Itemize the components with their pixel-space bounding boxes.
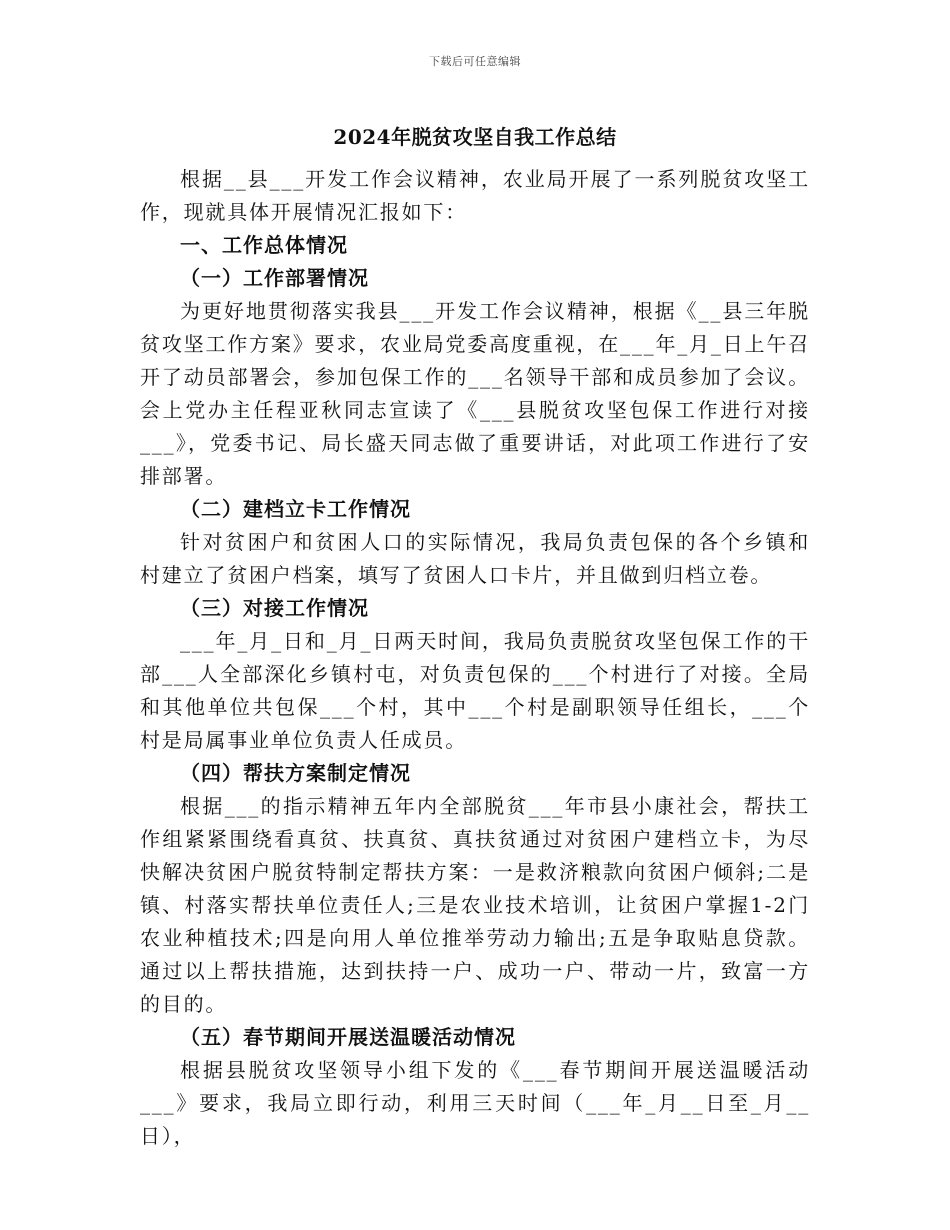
deployment-paragraph: 为更好地贯彻落实我县___开发工作会议精神，根据《__县三年脱贫攻坚工作方案》要求，农业局党委高度重视，在___年_月_日上午召开了动员部署会，参加包保工作的___名领导干部和成员参加了会议。会上党办主任程亚秋同志宣读了《___县脱贫攻坚包保工作进行对接___》，党委书记、局长盛天同志做了重要讲话，对此项工作进行了安排部署。 bbox=[140, 299, 810, 488]
spring-festival-paragraph: 根据县脱贫攻坚领导小组下发的《___春节期间开展送温暖活动___》要求，我局立即行动，利用三天时间（___年_月__日至_月__日）， bbox=[140, 1058, 810, 1148]
document-title: 2024年脱贫攻坚自我工作总结 bbox=[333, 125, 617, 149]
section-heading-overall: 一、工作总体情况 bbox=[180, 233, 348, 257]
subsection-heading-spring-festival: （五）春节期间开展送温暖活动情况 bbox=[180, 1025, 516, 1049]
header-note: 下载后可任意编辑 bbox=[429, 55, 521, 68]
subsection-heading-deployment: （一）工作部署情况 bbox=[180, 266, 369, 290]
archiving-paragraph: 针对贫困户和贫困人口的实际情况，我局负责包保的各个乡镇和村建立了贫困户档案，填写了贫困人口卡片，并且做到归档立卷。 bbox=[140, 530, 810, 587]
subsection-heading-assistance-plan: （四）帮扶方案制定情况 bbox=[180, 761, 411, 785]
intro-paragraph: 根据__县___开发工作会议精神，农业局开展了一系列脱贫攻坚工作，现就具体开展情况汇报如下： bbox=[140, 167, 810, 224]
subsection-heading-docking: （三）对接工作情况 bbox=[180, 596, 369, 620]
subsection-heading-archiving: （二）建档立卡工作情况 bbox=[180, 497, 411, 521]
assistance-plan-paragraph: 根据___的指示精神五年内全部脱贫___年市县小康社会，帮扶工作组紧紧围绕看真贫、扶真贫、真扶贫通过对贫困户建档立卡，为尽快解决贫困户脱贫特制定帮扶方案：一是救济粮款向贫困户倾斜;二是镇、村落实帮扶单位责任人;三是农业技术培训，让贫困户掌握1-2门农业种植技术;四是向用人单位推举劳动力输出;五是争取贴息贷款。通过以上帮扶措施，达到扶持一户、成功一户、带动一片，致富一方的目的。 bbox=[140, 794, 810, 1016]
document-body bbox=[140, 163, 810, 1153]
docking-paragraph: ___年_月_日和_月_日两天时间，我局负责脱贫攻坚包保工作的干部___人全部深化乡镇村屯，对负责包保的___个村进行了对接。全局和其他单位共包保___个村，其中___个村是副职领导任组长，___个村是局属事业单位负责人任成员。 bbox=[140, 629, 810, 752]
